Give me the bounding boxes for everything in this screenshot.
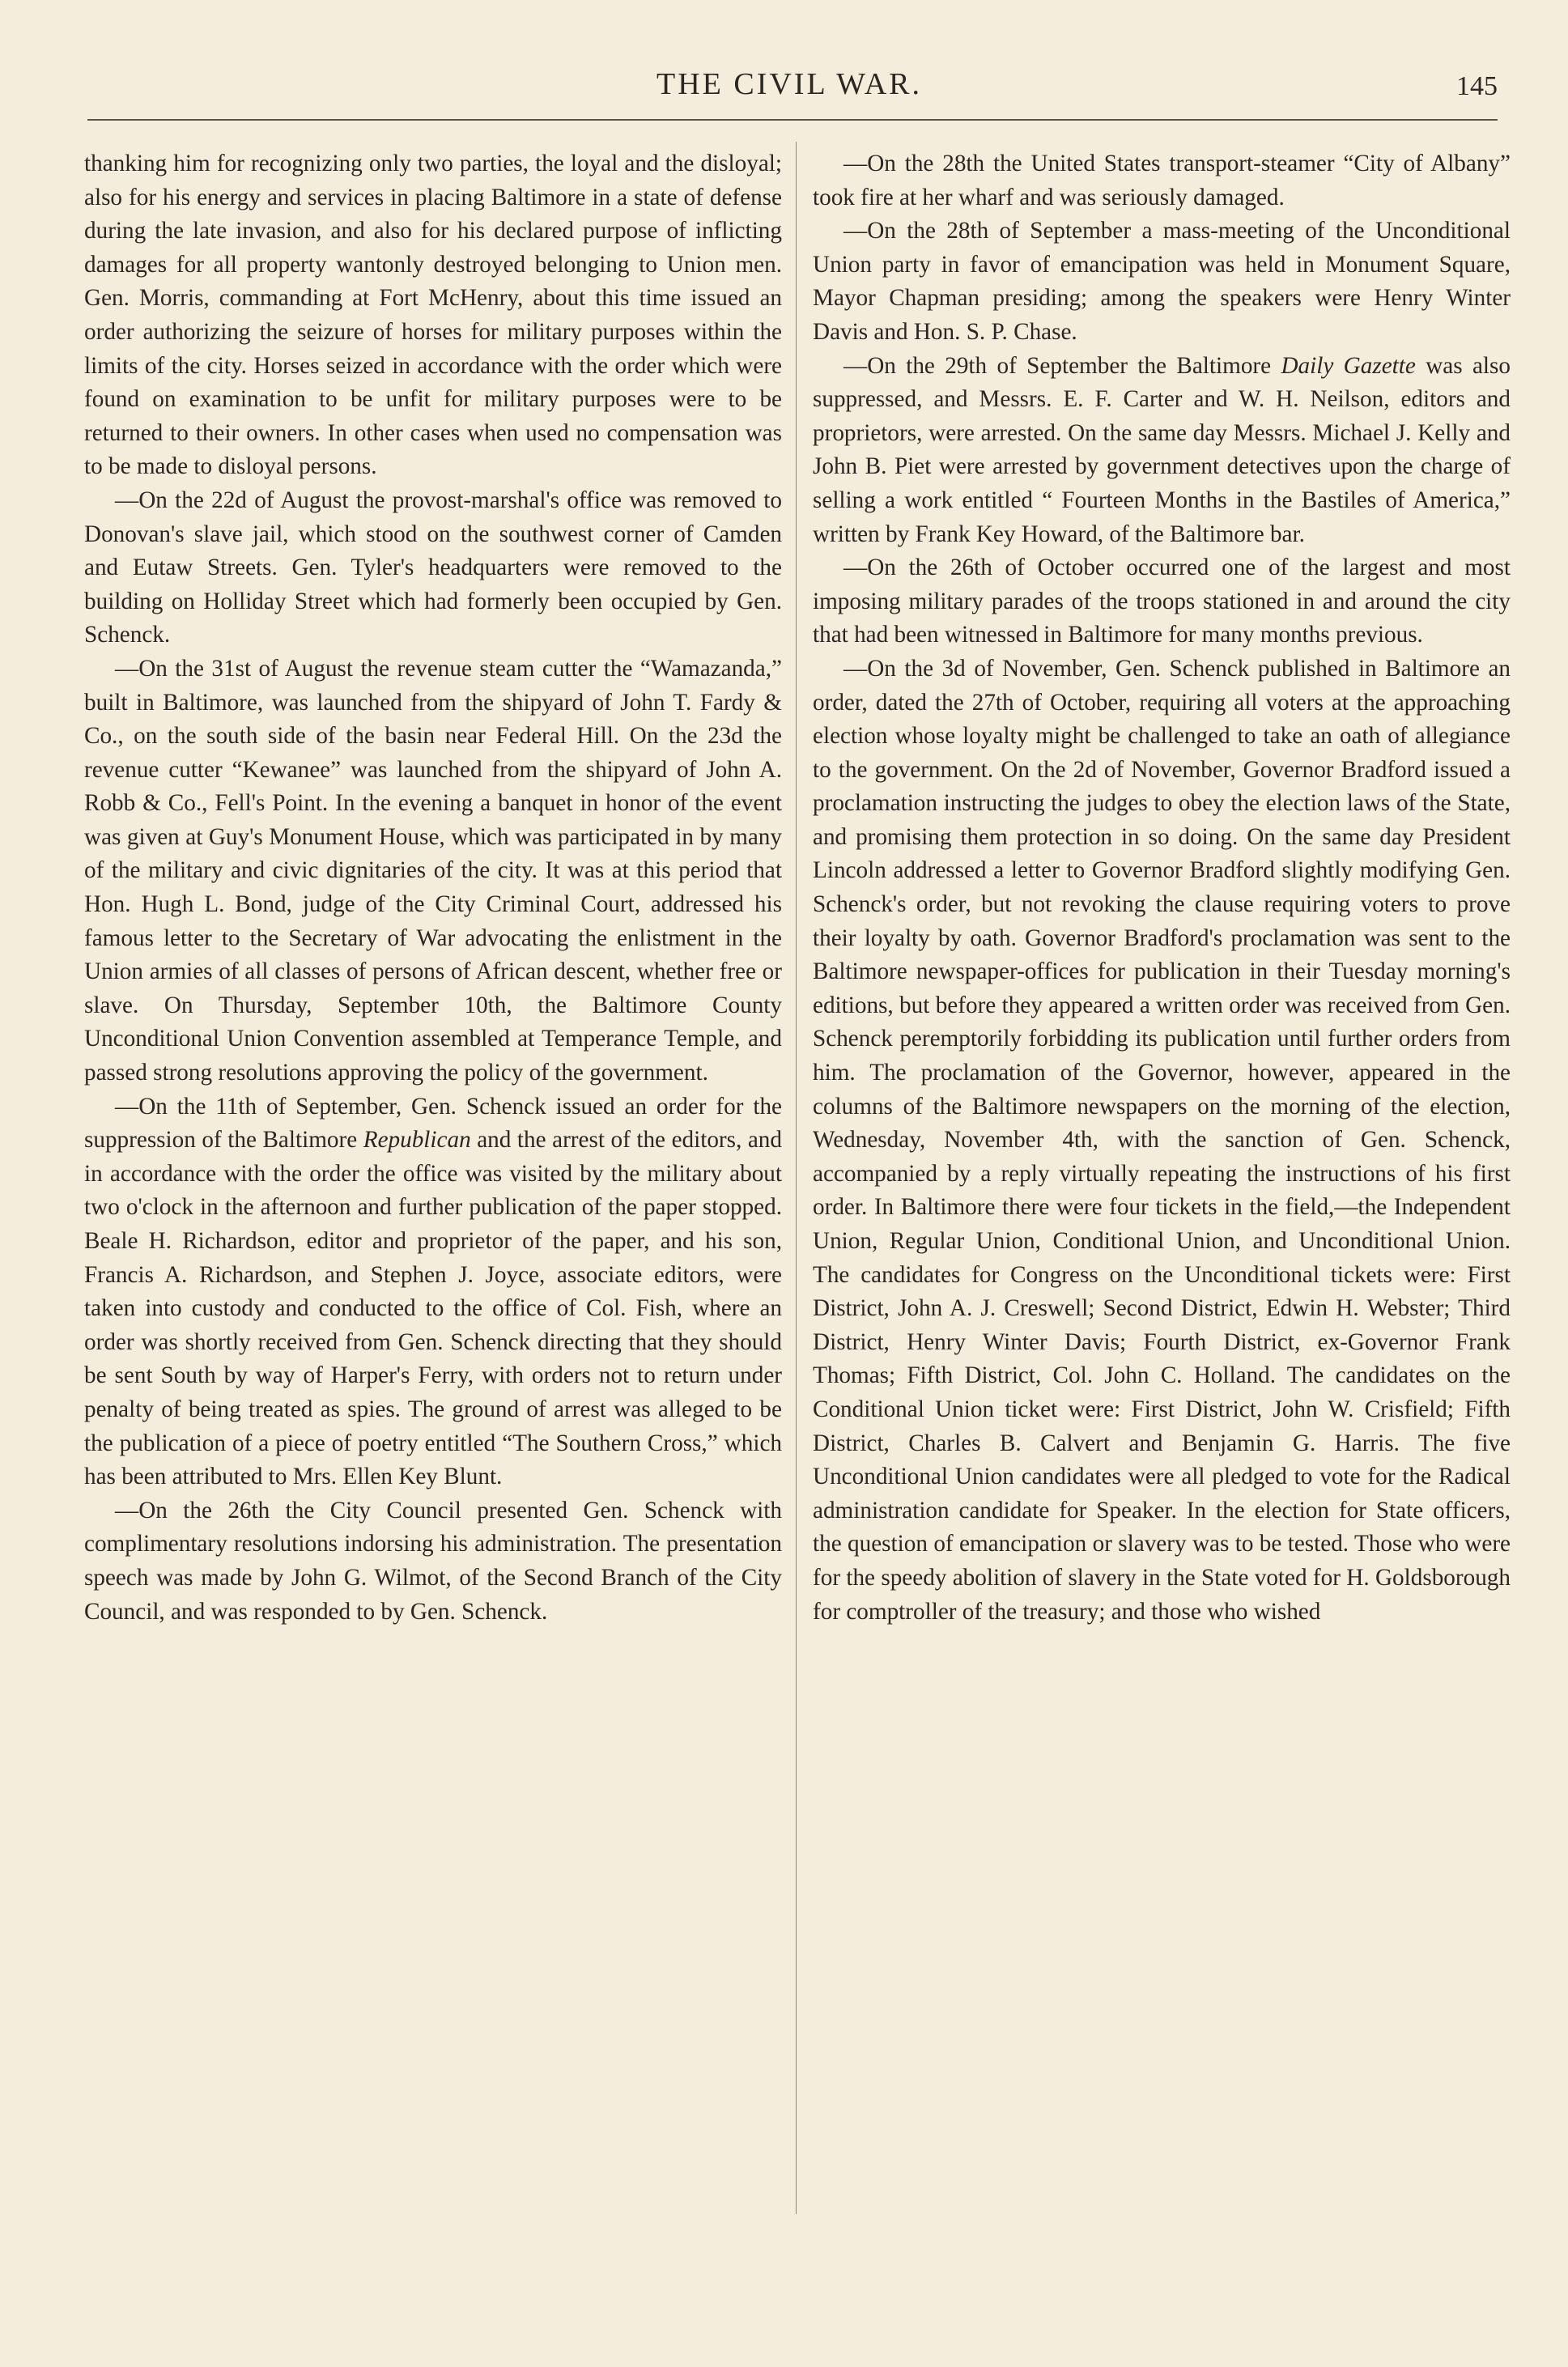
text-run: —On the 3d of November, Gen. Schenck published in Baltimore an order, dated the 27th of October, requiring all voters at the approaching election whose loyalty might be challenged to take an oath of allegiance to the government. On the 2d of November, Governor Bradford issued a proclamation instructing the judges to obey the election laws of the State, and promising them protection in so doing. On the same day President Lincoln addressed a letter to Governor Bradford slightly modifying Gen. Schenck's order, but not revoking the clause requiring voters to prove their loyalty by oath. Governor Bradford's proclamation was sent to the Baltimore newspaper-offices for publication in their Tuesday morning's editions, but before they appeared a written order was received from Gen. Schenck peremptorily forbidding its publication until further orders from him. The proclamation of the Governor, however, appeared in the columns of the Baltimore newspapers on the morning of the election, Wednesday, November 4th, with the sanction of Gen. Schenck, accompanied by a reply virtually repeating the instructions of his first order. In Baltimore there were four tickets in the field,—the Independent Union, Regular Union, Conditional Union, and Unconditional Union. The candidates for Congress on the Unconditional tickets were: First District, John A. J. Creswell; Second District, Edwin H. Webster; Third District, Henry Winter Davis; Fourth District, ex-Governor Frank Thomas; Fifth District, Col. John C. Holland. The candidates on the Conditional Union ticket were: First District, John W. Crisfield; Fifth District, Charles B. Calvert and Benjamin G. Harris. The five Unconditional Union candidates were all pledged to vote for the Radical administration candidate for Speaker. In the election for State officers, the question of emancipation or slavery was to be tested. Those who were for the speedy abolition of slavery in the State voted for H. Goldsborough for comptroller of the treasury; and those who wished	[813, 655, 1511, 1625]
text-run: —On the 31st of August the revenue steam cutter the “Wamazanda,” built in Baltimore, was launched from the shipyard of John T. Fardy & Co., on the south side of the basin near Federal Hill. On the 23d the revenue cutter “Kewanee” was launched from the shipyard of John A. Robb & Co., Fell's Point. In the evening a banquet in honor of the event was given at Guy's Monument House, which was participated in by many of the military and civic dignitaries of the city. It was at this period that Hon. Hugh L. Bond, judge of the City Criminal Court, addressed his famous letter to the Secretary of War advocating the enlistment in the Union armies of all classes of persons of African descent, whether free or slave. On Thursday, September 10th, the Baltimore County Unconditional Union Convention assembled at Temperance Temple, and passed strong resolutions approving the policy of the government.	[84, 655, 782, 1086]
column-divider	[796, 142, 797, 2214]
header-rule	[87, 119, 1498, 121]
paragraph	[813, 147, 1511, 215]
paragraph	[813, 350, 1511, 552]
text-run: and the arrest of the editors, and in accordance with the order the office was visited by the military about two o'clock in the afternoon and further publication of the paper stopped. Beale H. Richardson, editor and proprietor of the paper, and his son, Francis A. Richardson, and Stephen J. Joyce, associate editors, were taken into custody and conducted to the office of Col. Fish, where an order was shortly received from Gen. Schenck directing that they should be sent South by way of Harper's Ferry, with orders not to return under penalty of being treated as spies. The ground of arrest was alleged to be the publication of a piece of poetry entitled “The Southern Cross,” which has been attributed to Mrs. Ellen Key Blunt.	[84, 1127, 782, 1490]
page-number: 145	[1456, 71, 1498, 101]
text-run: —On the 28th of September a mass-meeting of the Unconditional Union party in favor of emancipation was held in Monument Square, Mayor Chapman presiding; among the speakers were Henry Winter Davis and Hon. S. P. Chase.	[813, 218, 1511, 345]
paragraph	[813, 215, 1511, 349]
text-run: —On the 28th the United States transport-steamer “City of Albany” took fire at her wharf and was seriously damaged.	[813, 151, 1511, 210]
italic-title: Republican	[363, 1127, 471, 1154]
text-run: —On the 11th of September, Gen. Schenck issued an order for the suppression of the Baltimore	[84, 1093, 782, 1154]
text-run: —On the 22d of August the provost-marshal's office was removed to Donovan's slave jail, which stood on the southwest corner of Camden and Eutaw Streets. Gen. Tyler's headquarters were removed to the building on Holliday Street which had formerly been occupied by Gen. Schenck.	[84, 487, 782, 648]
text-run: —On the 26th of October occurred one of the largest and most imposing military parades of the troops stationed in and around the city that had been witnessed in Baltimore for many months previous.	[813, 555, 1511, 648]
page-title: THE CIVIL WAR.	[656, 67, 923, 101]
paragraph	[84, 1090, 782, 1494]
paragraph	[813, 551, 1511, 652]
text-run: —On the 29th of September the Baltimore	[843, 352, 1281, 379]
paragraph	[84, 1494, 782, 1629]
paragraph	[813, 652, 1511, 1629]
left-column	[84, 147, 782, 1629]
paragraph	[84, 652, 782, 1090]
text-run: thanking him for recognizing only two parties, the loyal and the disloyal; also for his energy and services in placing Baltimore in a state of defense during the late invasion, and also for his declared purpose of inflicting damages for all property wantonly destroyed belonging to Union men. Gen. Morris, commanding at Fort McHenry, about this time issued an order authorizing the seizure of horses for military purposes within the limits of the city. Horses seized in accordance with the order which were found on examination to be unfit for military purposes were to be returned to their owners. In other cases when used no compensation was to be made to disloyal persons.	[84, 151, 782, 480]
right-column	[813, 147, 1511, 1629]
paragraph	[84, 147, 782, 484]
text-run: was also suppressed, and Messrs. E. F. Carter and W. H. Neilson, editors and proprietors, were arrested. On the same day Messrs. Michael J. Kelly and John B. Piet were arrested by government detectives upon the charge of selling a work entitled “ Fourteen Months in the Bastiles of America,” written by Frank Key Howard, of the Baltimore bar.	[813, 352, 1511, 547]
italic-title: Daily Gazette	[1281, 352, 1416, 379]
running-head	[81, 66, 1498, 107]
paragraph	[84, 484, 782, 652]
text-run: —On the 26th the City Council presented Gen. Schenck with complimentary resolutions indorsing his administration. The presentation speech was made by John G. Wilmot, of the Second Branch of the City Council, and was responded to by Gen. Schenck.	[84, 1497, 782, 1625]
